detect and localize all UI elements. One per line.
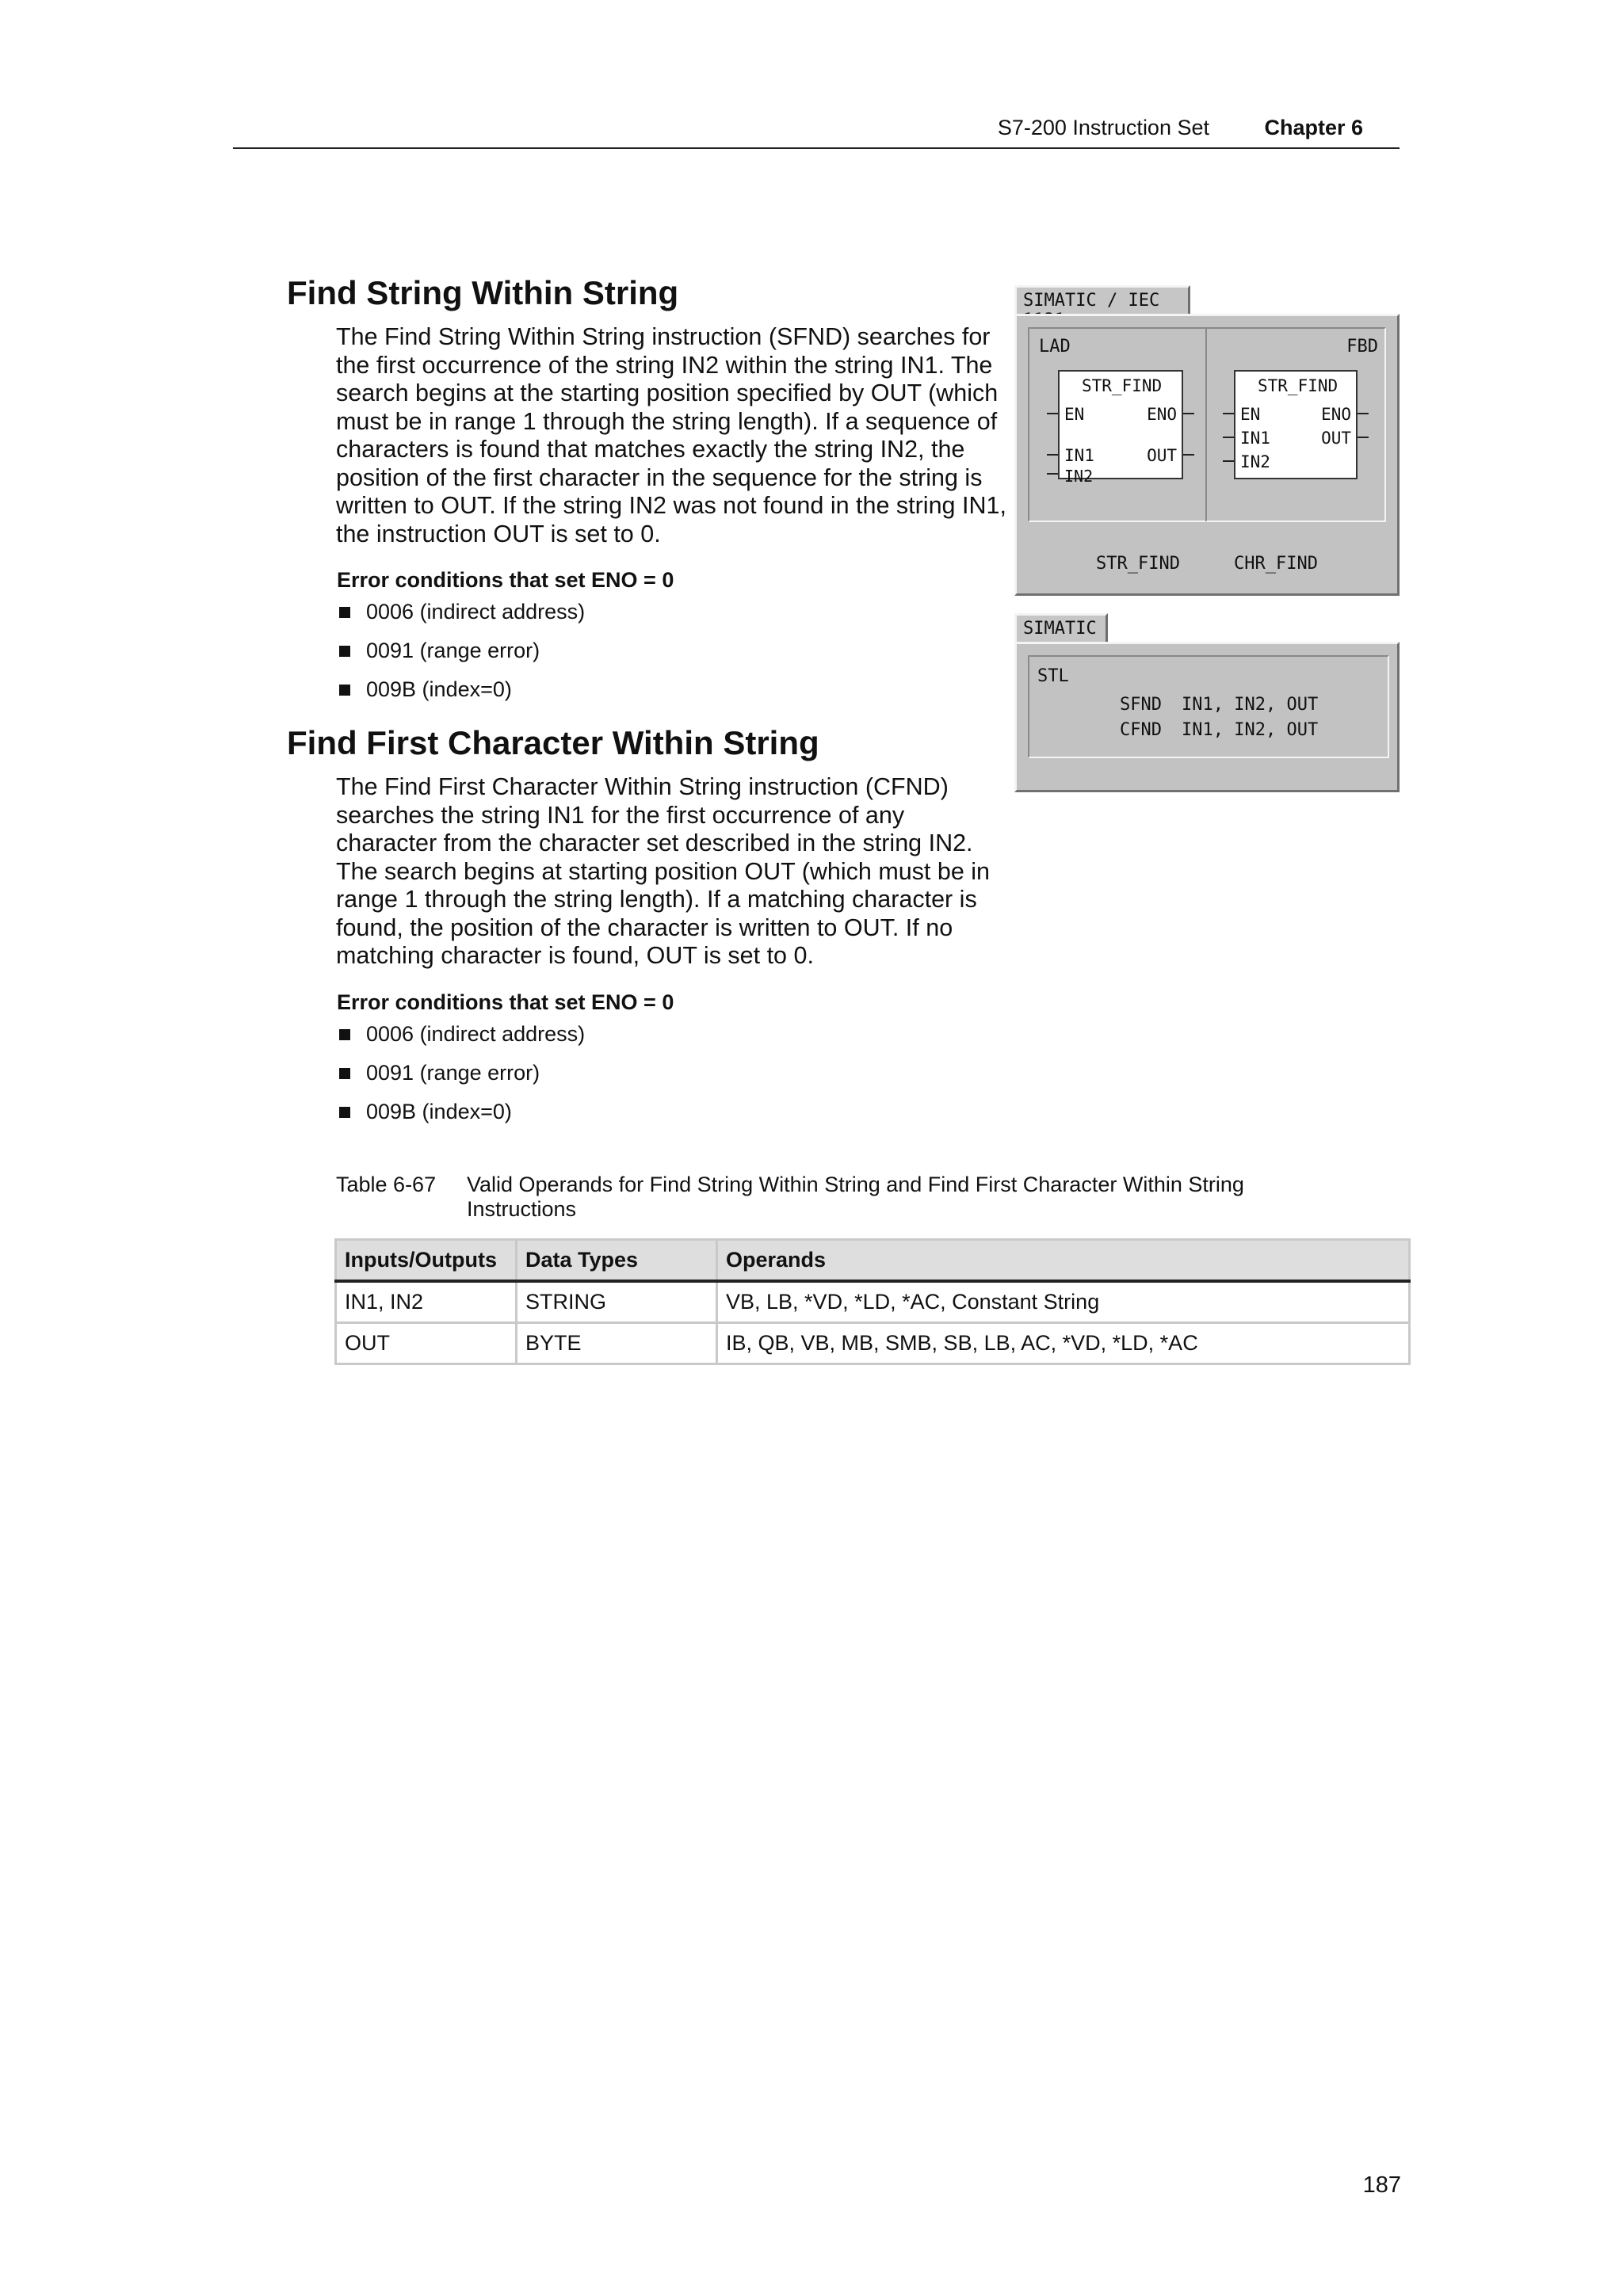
lad-label: LAD bbox=[1039, 337, 1071, 357]
str-find-box-fbd: STR_FIND EN ENO IN1 OUT IN2 bbox=[1234, 370, 1358, 479]
table-cell: IB, QB, VB, MB, SMB, SB, LB, AC, *VD, *LD, *AC bbox=[717, 1323, 1410, 1364]
error-list bbox=[338, 600, 585, 716]
column-header: Inputs/Outputs bbox=[336, 1240, 517, 1282]
table-row bbox=[336, 1323, 1410, 1364]
tab-simatic[interactable]: SIMATIC bbox=[1014, 613, 1108, 643]
table-number: Table 6-67 bbox=[336, 1173, 437, 1196]
table-row bbox=[336, 1281, 1410, 1323]
stl-area bbox=[1028, 655, 1389, 758]
fbd-label: FBD bbox=[1346, 337, 1378, 357]
bullet-icon bbox=[339, 685, 350, 696]
table-cell: IN1, IN2 bbox=[336, 1281, 517, 1323]
bullet-icon bbox=[339, 1029, 350, 1040]
section-heading-find-first-character: Find First Character Within String bbox=[287, 724, 819, 761]
column-header: Operands bbox=[717, 1240, 1410, 1282]
table-cell: OUT bbox=[336, 1323, 517, 1364]
list-item: 0091 (range error) bbox=[338, 639, 585, 677]
bullet-icon bbox=[339, 646, 350, 657]
fbd-area bbox=[1205, 327, 1386, 522]
list-item: 009B (index=0) bbox=[338, 677, 585, 716]
stl-label: STL bbox=[1037, 666, 1069, 686]
table-cell: VB, LB, *VD, *LD, *AC, Constant String bbox=[717, 1281, 1410, 1323]
table-header-row bbox=[336, 1240, 1410, 1282]
lad-fbd-panel bbox=[1014, 285, 1400, 596]
list-item: 009B (index=0) bbox=[338, 1100, 585, 1138]
caption-chr-find[interactable]: CHR_FIND bbox=[1234, 554, 1318, 574]
caption-str-find[interactable]: STR_FIND bbox=[1096, 554, 1180, 574]
section-paragraph-find-first-character: The Find First Character Within String instruction (CFND) searches the string IN1 for the first occurrence of any character from the character set described in the string IN2. The search begins at starting position OUT (which must be in range 1 through the string length). If a matching character is found, the position of the character is written to OUT. If no matching character is found, OUT is set to 0. bbox=[336, 773, 991, 969]
section-paragraph-find-string: The Find String Within String instruction (SFND) searches for the first occurrence of the string IN2 within the string IN1. The search begins at the starting position specified by OUT (which must be in range 1 through the string length). If a sequence of characters is found that matches exactly the string IN2, the position of the first character in the sequence for the string is written to OUT. If the string IN2 was not found in the string IN1, the instruction OUT is set to 0. bbox=[336, 323, 1006, 547]
list-item: 0091 (range error) bbox=[338, 1061, 585, 1100]
tab-simatic-iec[interactable]: SIMATIC / IEC bbox=[1014, 285, 1190, 315]
page-number: 187 bbox=[1362, 2172, 1401, 2198]
table-cell: STRING bbox=[517, 1281, 717, 1323]
lad-area bbox=[1028, 327, 1207, 522]
stl-op-cfnd: CFND bbox=[1120, 720, 1162, 740]
error-conditions-title: Error conditions that set ENO = 0 bbox=[337, 568, 674, 592]
list-item: 0006 (indirect address) bbox=[338, 1022, 585, 1061]
str-find-box-lad: STR_FIND EN ENO IN1 OUT IN2 bbox=[1058, 370, 1183, 479]
running-header bbox=[233, 116, 1400, 149]
stl-args-sfnd: IN1, IN2, OUT bbox=[1182, 695, 1319, 715]
list-item: 0006 (indirect address) bbox=[338, 600, 585, 639]
error-list bbox=[338, 1022, 585, 1138]
stl-args-cfnd: IN1, IN2, OUT bbox=[1182, 720, 1319, 740]
operands-table bbox=[334, 1238, 1411, 1365]
error-conditions-title: Error conditions that set ENO = 0 bbox=[337, 990, 674, 1014]
bullet-icon bbox=[339, 1068, 350, 1079]
table-cell: BYTE bbox=[517, 1323, 717, 1364]
bullet-icon bbox=[339, 1107, 350, 1118]
stl-panel bbox=[1014, 613, 1400, 792]
table-caption-text: Valid Operands for Find String Within String and Find First Character Within String Instructions bbox=[467, 1173, 1244, 1221]
stl-op-sfnd: SFND bbox=[1120, 695, 1162, 715]
column-header: Data Types bbox=[517, 1240, 717, 1282]
header-title: S7-200 Instruction Set bbox=[997, 116, 1209, 139]
header-chapter: Chapter 6 bbox=[1264, 116, 1363, 139]
bullet-icon bbox=[339, 607, 350, 618]
section-heading-find-string: Find String Within String bbox=[287, 274, 679, 311]
